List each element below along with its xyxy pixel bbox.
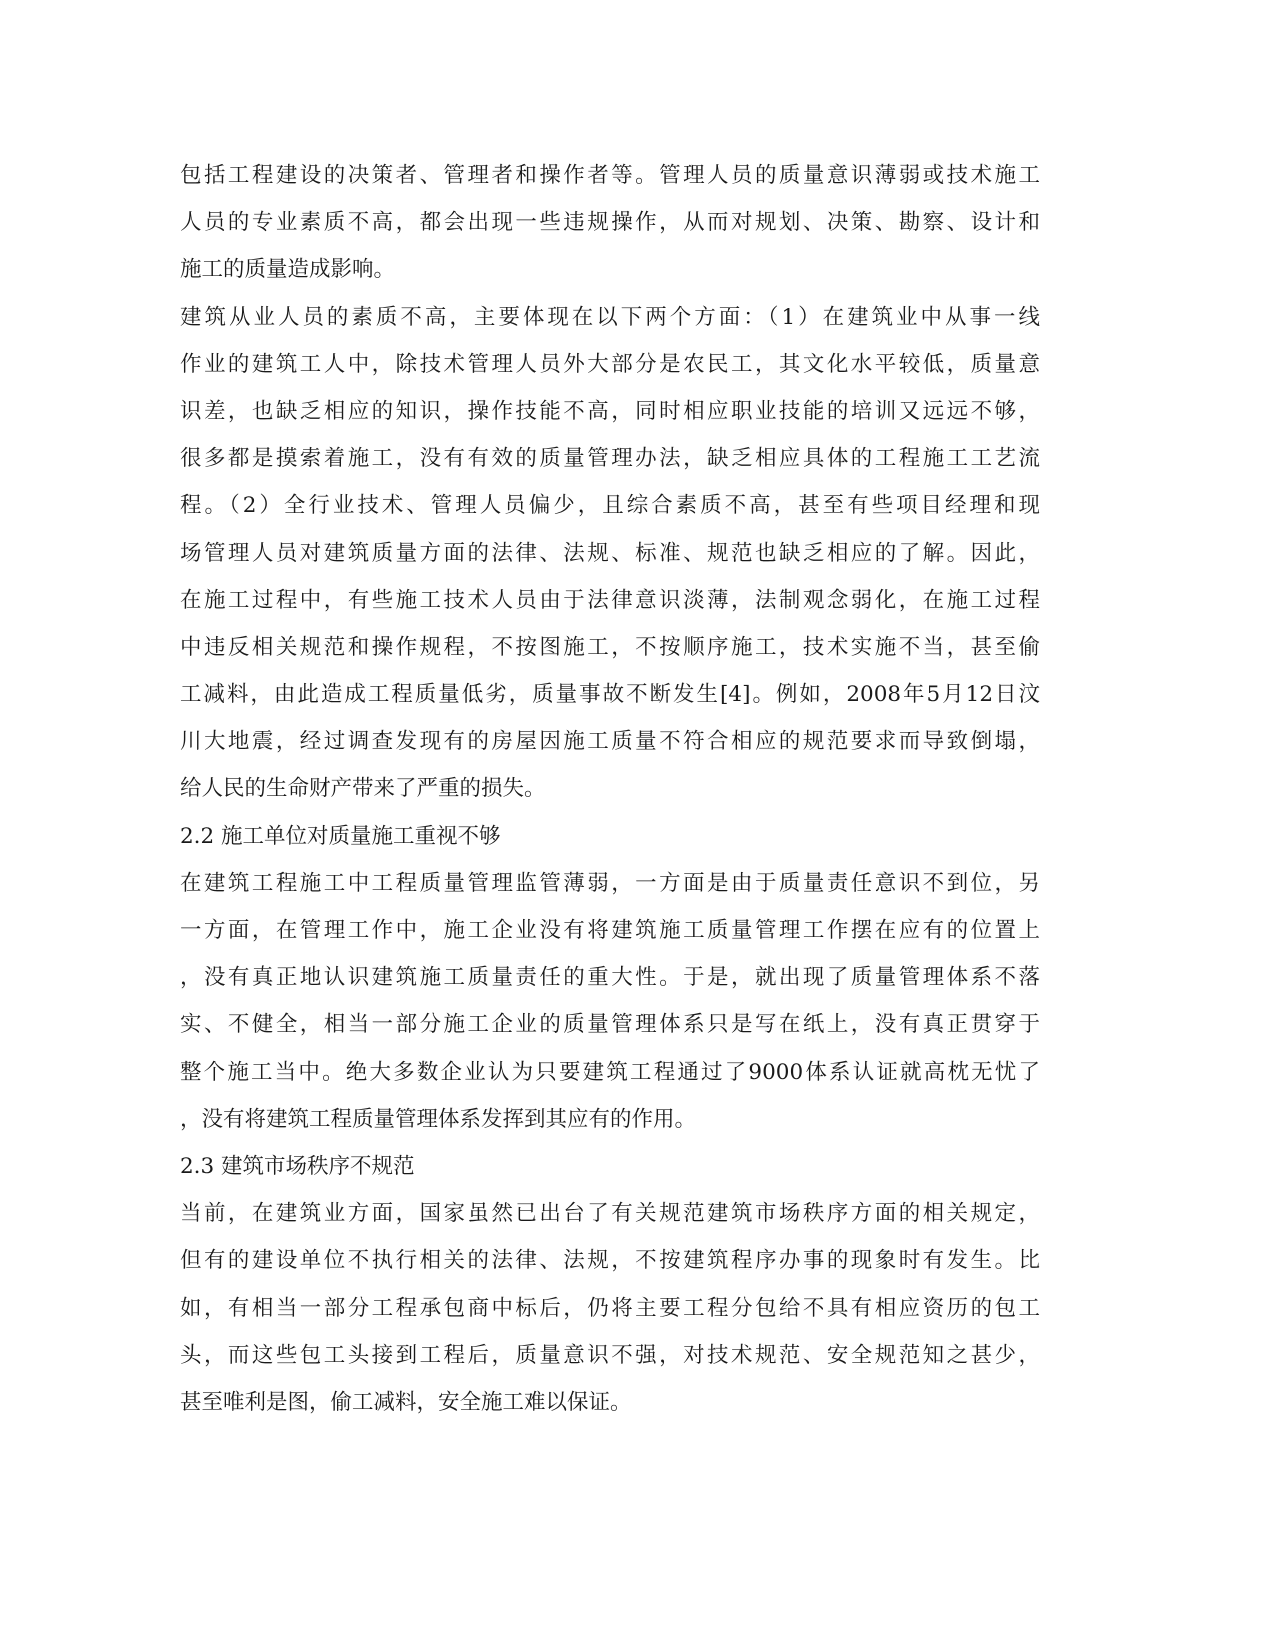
text-line: ，没有将建筑工程质量管理体系发挥到其应有的作用。 (180, 1106, 697, 1132)
section-heading-2-2 (180, 813, 1040, 860)
text-line: 建筑从业人员的素质不高，主要体现在以下两个方面：（1）在建筑业中从事一线 (180, 304, 1040, 330)
paragraph-personnel-quality (180, 294, 1040, 813)
text-line: 整个施工当中。绝大多数企业认为只要建筑工程通过了9000体系认证就高枕无忧了 (180, 1059, 1040, 1085)
text-line: 在施工过程中，有些施工技术人员由于法律意识淡薄，法制观念弱化，在施工过程 (180, 587, 1040, 613)
paragraph-intro (180, 152, 1040, 294)
text-line: 一方面，在管理工作中，施工企业没有将建筑施工质量管理工作摆在应有的位置上 (180, 918, 1040, 943)
text-line: 程。（2）全行业技术、管理人员偏少，且综合素质不高，甚至有些项目经理和现 (180, 493, 1040, 519)
section-heading-2-3 (180, 1143, 1040, 1190)
text-line: 甚至唯利是图，偷工减料，安全施工难以保证。 (180, 1389, 632, 1415)
text-line: 如，有相当一部分工程承包商中标后，仍将主要工程分包给不具有相应资历的包工 (180, 1295, 1040, 1321)
heading-text: 2.3 建筑市场秩序不规范 (180, 1153, 415, 1179)
text-line: 很多都是摸索着施工，没有有效的质量管理办法，缺乏相应具体的工程施工工艺流 (180, 446, 1040, 472)
heading-text: 2.2 施工单位对质量施工重视不够 (180, 823, 501, 849)
text-line: 川大地震，经过调查发现有的房屋因施工质量不符合相应的规范要求而导致倒塌， (180, 729, 1040, 755)
text-line: 当前，在建筑业方面，国家虽然已出台了有关规范建筑市场秩序方面的相关规定， (180, 1201, 1040, 1227)
text-line: 包括工程建设的决策者、管理者和操作者等。管理人员的质量意识薄弱或技术施工 (180, 163, 1040, 188)
text-line: 但有的建设单位不执行相关的法律、法规，不按建筑程序办事的现象时有发生。比 (180, 1248, 1040, 1274)
paragraph-contractor-quality (180, 860, 1040, 1143)
text-line: ，没有真正地认识建筑施工质量责任的重大性。于是，就出现了质量管理体系不落 (180, 965, 1040, 991)
text-line: 在建筑工程施工中工程质量管理监管薄弱，一方面是由于质量责任意识不到位，另 (180, 870, 1040, 896)
text-line: 头，而这些包工头接到工程后，质量意识不强，对技术规范、安全规范知之甚少， (180, 1342, 1040, 1368)
text-line: 工减料，由此造成工程质量低劣，质量事故不断发生[4]。例如，2008年5月12日汶 (180, 682, 1040, 708)
text-line: 人员的专业素质不高，都会出现一些违规操作，从而对规划、决策、勘察、设计和 (180, 210, 1040, 236)
text-line: 中违反相关规范和操作规程，不按图施工，不按顺序施工，技术实施不当，甚至偷 (180, 634, 1040, 660)
text-line: 场管理人员对建筑质量方面的法律、法规、标准、规范也缺乏相应的了解。因此， (180, 540, 1040, 566)
text-line: 给人民的生命财产带来了严重的损失。 (180, 776, 546, 802)
text-line: 施工的质量造成影响。 (180, 257, 396, 283)
text-line: 识差，也缺乏相应的知识，操作技能不高，同时相应职业技能的培训又远远不够， (180, 398, 1040, 424)
paragraph-market-order (180, 1190, 1040, 1426)
text-line: 实、不健全，相当一部分施工企业的质量管理体系只是写在纸上，没有真正贯穿于 (180, 1012, 1040, 1038)
document-page (180, 152, 1040, 1426)
text-line: 作业的建筑工人中，除技术管理人员外大部分是农民工，其文化水平较低，质量意 (180, 351, 1040, 377)
